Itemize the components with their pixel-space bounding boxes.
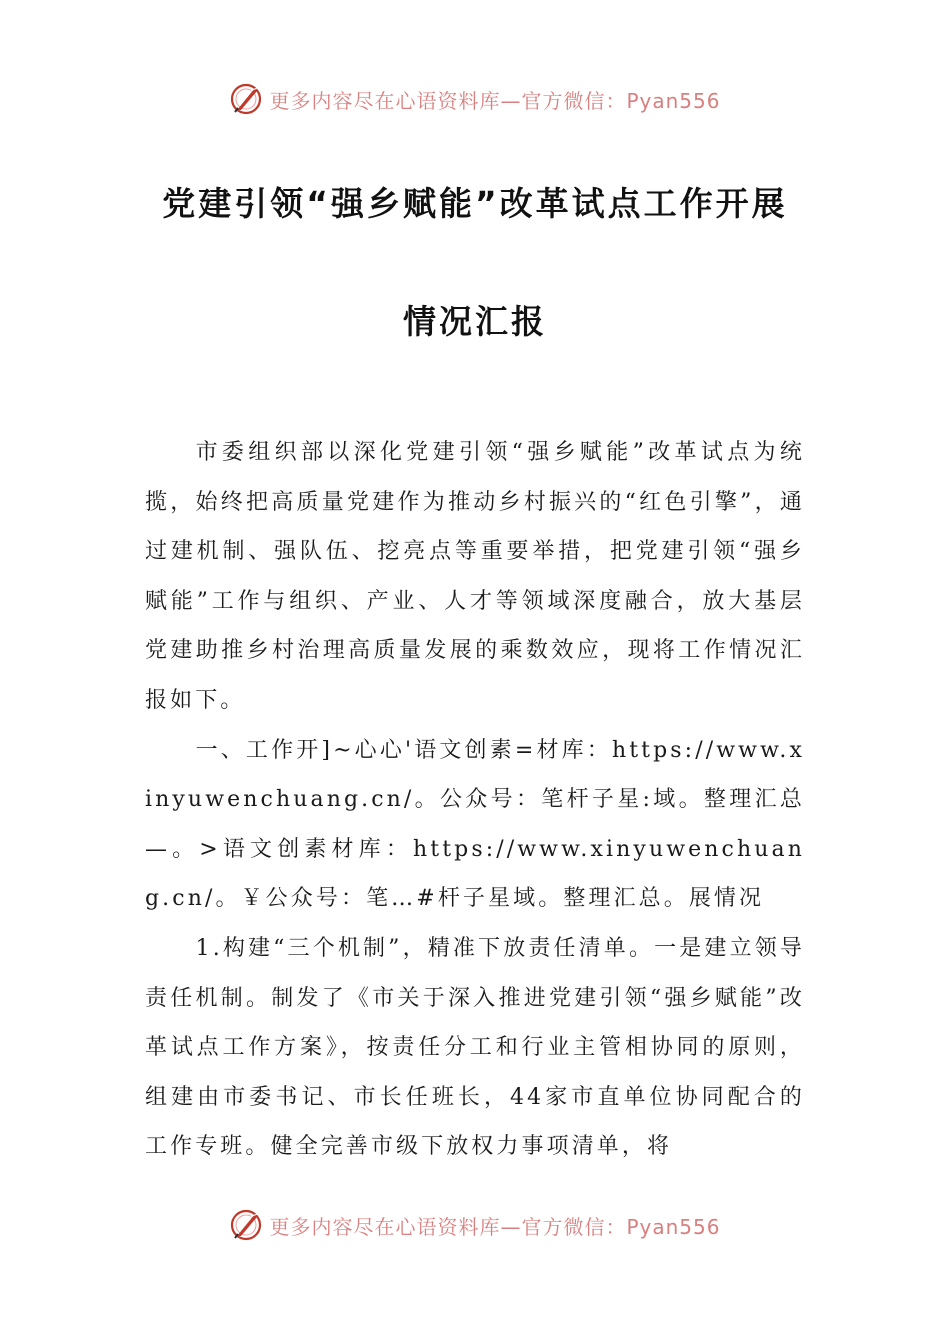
banner-text: 更多内容尽在心语资料库—官方微信：Pyan556: [269, 1214, 721, 1239]
document-body: [145, 428, 805, 1172]
footer-banner: [0, 1208, 950, 1242]
header-banner: [0, 82, 950, 116]
document-title-line1: 党建引领“强乡赋能”改革试点工作开展: [162, 184, 788, 223]
document-title-line2: 情况汇报: [403, 302, 547, 341]
paragraph-section-heading: 一、工作开]~心心'语文创素=材库：https://www.xinyuwenchuang.cn/。公众号：笔杆子星:域。整理汇总—。>语文创素材库：https://www.xinyuwenchuang.cn/。￥公众号：笔…#杆子星域。整理汇总。展情况: [145, 737, 805, 912]
paragraph-intro: 市委组织部以深化党建引领“强乡赋能”改革试点为统揽，始终把高质量党建作为推动乡村振兴的“红色引擎”，通过建机制、强队伍、挖亮点等重要举措，把党建引领“强乡赋能”工作与组织、产业、人才等领域深度融合，放大基层党建助推乡村治理高质量发展的乘数效应，现将工作情况汇报如下。: [145, 440, 805, 713]
banner-text: 更多内容尽在心语资料库—官方微信：Pyan556: [269, 88, 721, 113]
quill-logo-icon: [229, 1208, 263, 1242]
quill-logo-icon: [229, 82, 263, 116]
paragraph-mechanisms: 1.构建“三个机制”，精准下放责任清单。一是建立领导责任机制。制发了《市关于深入推进党建引领“强乡赋能”改革试点工作方案》，按责任分工和行业主管相协同的原则，组建由市委书记、市长任班长，44家市直单位协同配合的工作专班。健全完善市级下放权力事项清单，将: [145, 935, 805, 1160]
